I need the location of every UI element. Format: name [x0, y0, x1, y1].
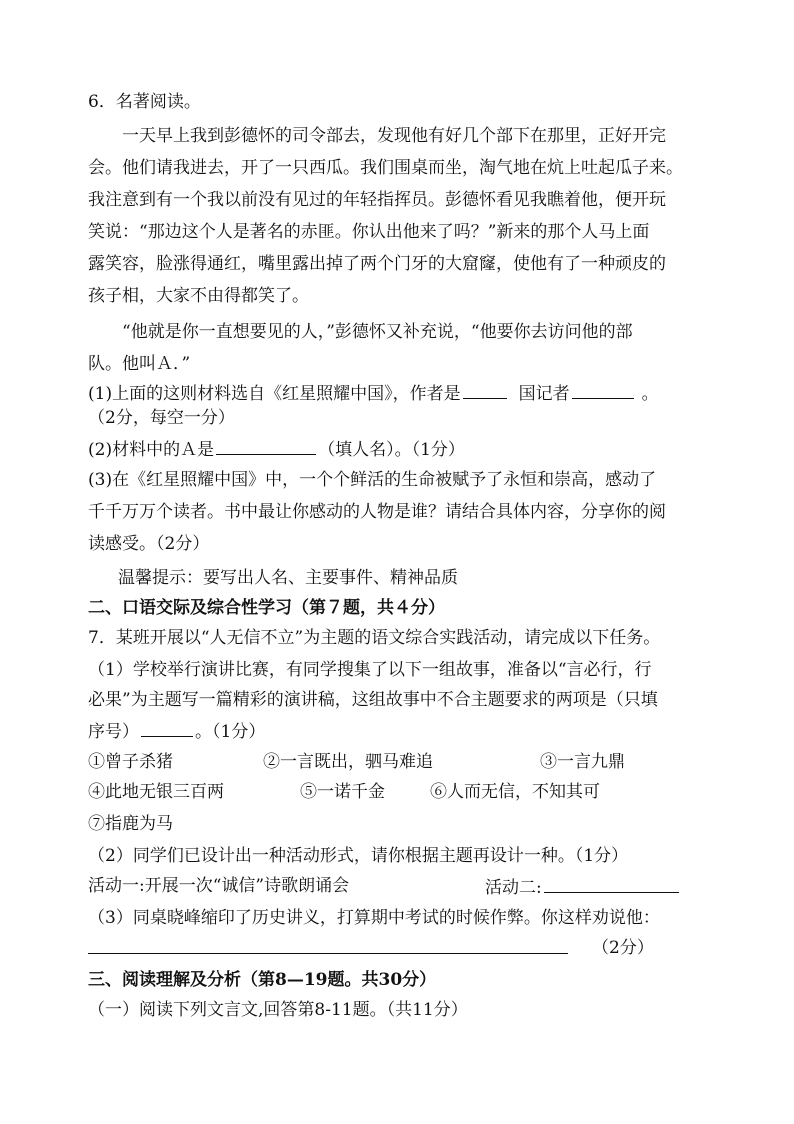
passage-line: 我注意到有一个我以前没有见过的年轻指挥员。彭德怀看见我瞧着他，便开玩 [88, 190, 666, 210]
person-name-blank[interactable] [216, 436, 316, 455]
q6-sub2-tail: （填人名）。（1分） [318, 440, 465, 460]
option-5: ⑤一诺千金 [300, 782, 385, 802]
q6-sub1-end: 。 [641, 384, 659, 404]
option-6: ⑥人而无信，不知其可 [430, 782, 600, 802]
q7-sub1-line: 必果”为主题写一篇精彩的演讲稿，这组故事中不合主题要求的两项是（只填 [88, 690, 658, 710]
passage-line: 露笑容，脸涨得通红，嘴里露出掉了两个门牙的大窟窿，使他有了一种顽皮的 [88, 254, 666, 274]
section2-heading: 二、口语交际及综合性学习（第７题，共４分） [88, 598, 445, 618]
q6-sub1 [88, 380, 718, 406]
q7-sub3-score: （2分） [592, 938, 654, 958]
author-name-blank[interactable] [572, 380, 634, 399]
activity-one: 活动一:开展一次“诚信”诗歌朗诵会 [88, 876, 350, 896]
section3-heading: 三、阅读理解及分析（第8—19题。共30分） [88, 970, 437, 990]
activity-two [485, 874, 681, 900]
author-blank[interactable] [463, 380, 507, 399]
quote-line: “他就是你一直想要见的人，”彭德怀又补充说，“他要你去访问他的部 [122, 322, 633, 342]
q7-sub1-prefix: 序号） [88, 722, 139, 742]
q6-sub1-text: (1)上面的这则材料选自《红星照耀中国》，作者是 [88, 384, 461, 404]
option-1: ①曾子杀猪 [88, 752, 173, 772]
passage-line: 孩子相，大家不由得都笑了。 [88, 286, 309, 306]
q6-sub2 [88, 436, 718, 462]
q6-sub2-text: (2)材料中的Ａ是 [88, 440, 215, 460]
q7-sub1-line: （1）学校举行演讲比赛，有同学搜集了以下一组故事，准备以“言必行，行 [88, 660, 652, 680]
persuade-answer-line[interactable] [88, 953, 568, 954]
passage-line: 笑说：“那边这个人是著名的赤匪。你认出他来了吗？”新来的那个人马上面 [88, 222, 650, 242]
q7-sub1-last [88, 718, 718, 744]
sequence-number-blank[interactable] [141, 718, 193, 737]
option-2: ②一言既出，驷马难追 [263, 752, 433, 772]
quote-line: 队。他叫Ａ．” [88, 354, 191, 374]
option-4: ④此地无银三百两 [88, 782, 224, 802]
q7-sub1-score: 。（1分） [195, 722, 266, 742]
q6-sub1-country: 国记者 [518, 384, 570, 404]
part1-heading: （一）阅读下列文言文,回答第8-11题。（共11分） [88, 1000, 468, 1020]
option-7: ⑦指鹿为马 [88, 814, 173, 834]
activity-two-blank[interactable] [544, 874, 679, 893]
q6-sub3-line: 读感受。（2分） [88, 534, 210, 554]
q6-sub1-score: （2分，每空一分） [88, 408, 235, 428]
q7-sub2: （2）同学们已设计出一种活动形式，请你根据主题再设计一种。（1分） [88, 846, 629, 866]
passage-line: 一天早上我到彭德怀的司令部去，发现他有好几个部下在那里，正好开完 [122, 126, 666, 146]
q6-title: 6．名著阅读。 [88, 92, 201, 112]
warm-tip: 温馨提示：要写出人名、主要事件、精神品质 [118, 568, 458, 588]
option-3: ③一言九鼎 [540, 752, 625, 772]
q6-sub3-line: 千千万万个读者。书中最让你感动的人物是谁？请结合具体内容，分享你的阅 [88, 502, 666, 522]
q7-sub3: （3）同桌晓峰缩印了历史讲义，打算期中考试的时候作弊。你这样劝说他： [88, 908, 660, 928]
q7-title: 7．某班开展以“人无信不立”为主题的语文综合实践活动，请完成以下任务。 [88, 628, 661, 648]
activity-two-label: 活动二: [485, 878, 542, 898]
q6-sub3-line: (3)在《红星照耀中国》中，一个个鲜活的生命被赋予了永恒和崇高，感动了 [88, 470, 657, 490]
passage-line: 会。他们请我进去，开了一只西瓜。我们围桌而坐，淘气地在炕上吐起瓜子来。 [88, 158, 683, 178]
